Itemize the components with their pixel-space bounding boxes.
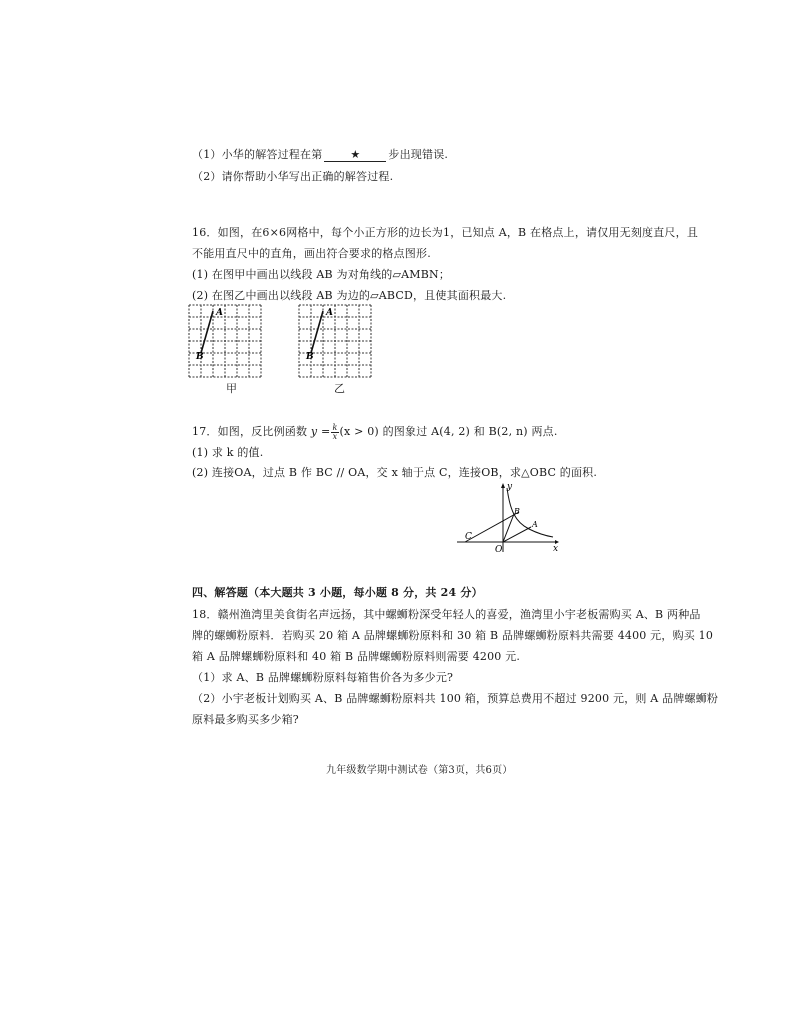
- grid-jia: [188, 304, 268, 380]
- frac-numerator: k: [332, 422, 338, 432]
- grid-jia-label: 甲: [226, 382, 237, 395]
- q15-part1-suffix: 步出现错误.: [388, 148, 449, 161]
- q17-item1: (1) 求 k 的值.: [192, 446, 264, 459]
- q18-line1: 18．赣州渔湾里美食街名声远扬，其中螺蛳粉深受年轻人的喜爱，渔湾里小宇老板需购买 A、B 两种品: [192, 608, 701, 621]
- y-axis-arrow-icon: [501, 483, 505, 488]
- q16-line1: 16．如图，在6×6网格中，每个小正方形的边长为1，已知点 A，B 在格点上，请仅用无刻度直尺，且: [192, 226, 699, 239]
- q16-item1: (1) 在图甲中画出以线段 AB 为对角线的▱AMBN；: [192, 268, 451, 281]
- q15-part1-prefix: （1）小华的解答过程在第: [192, 148, 323, 161]
- fraction-k-over-x: [331, 424, 338, 441]
- x-axis-label: x: [553, 544, 559, 554]
- grid-yi: [298, 304, 378, 380]
- q18-item2-line2: 原料最多购买多少箱?: [192, 713, 299, 726]
- star-icon: ★: [350, 148, 361, 161]
- q18-item1: （1）求 A、B 品牌螺蛳粉原料每箱售价各为多少元?: [192, 671, 454, 684]
- segment-oa: [503, 527, 531, 542]
- grid-yi-label: 乙: [334, 382, 345, 395]
- function-graph: [455, 480, 565, 556]
- origin-label: O: [495, 545, 503, 555]
- page-footer: 九年级数学期中测试卷（第3页，共6页）: [326, 765, 513, 776]
- point-a-label: A: [216, 308, 223, 318]
- section-4-title: 四、解答题（本大题共 3 小题，每小题 8 分，共 24 分）: [192, 586, 483, 599]
- q18-item2-line1: （2）小宇老板计划购买 A、B 品牌螺蛳粉原料共 100 箱，预算总费用不超过 9200 元，则 A 品牌螺蛳粉: [192, 692, 719, 705]
- q17-cond: (x > 0) 的图象过: [339, 425, 428, 438]
- q17-item2: (2) 连接OA，过点 B 作 BC // OA，交 x 轴于点 C，连接OB，求△OBC 的面积.: [192, 466, 598, 479]
- q17-prefix: 17．如图，反比例函数: [192, 425, 308, 438]
- point-c-label: C: [465, 532, 472, 542]
- point-b-label: B: [514, 507, 520, 516]
- q17-points: A(4, 2) 和 B(2, n) 两点.: [431, 425, 558, 438]
- y-axis-label: y: [507, 482, 513, 492]
- q15-part1: [192, 148, 448, 162]
- q18-line3: 箱 A 品牌螺蛳粉原料和 40 箱 B 品牌螺蛳粉原料则需要 4200 元.: [192, 650, 521, 663]
- point-a-label: A: [532, 520, 538, 529]
- q18-line2: 牌的螺蛳粉原料．若购买 20 箱 A 品牌螺蛳粉原料和 30 箱 B 品牌螺蛳粉原料共需要 4400 元，购买 10: [192, 629, 714, 642]
- answer-blank: [324, 149, 386, 162]
- point-a-label: A: [326, 308, 333, 318]
- q15-part2: （2）请你帮助小华写出正确的解答过程.: [192, 170, 394, 183]
- q17-func: y =: [310, 425, 331, 438]
- q16-item2: (2) 在图乙中画出以线段 AB 为边的▱ABCD，且使其面积最大.: [192, 289, 507, 302]
- q17-line1: [192, 422, 558, 442]
- q16-line2: 不能用直尺中的直角，画出符合要求的格点图形.: [192, 247, 431, 260]
- frac-denominator: x: [332, 431, 338, 441]
- point-b-label: B: [306, 352, 314, 362]
- point-b-label: B: [196, 352, 204, 362]
